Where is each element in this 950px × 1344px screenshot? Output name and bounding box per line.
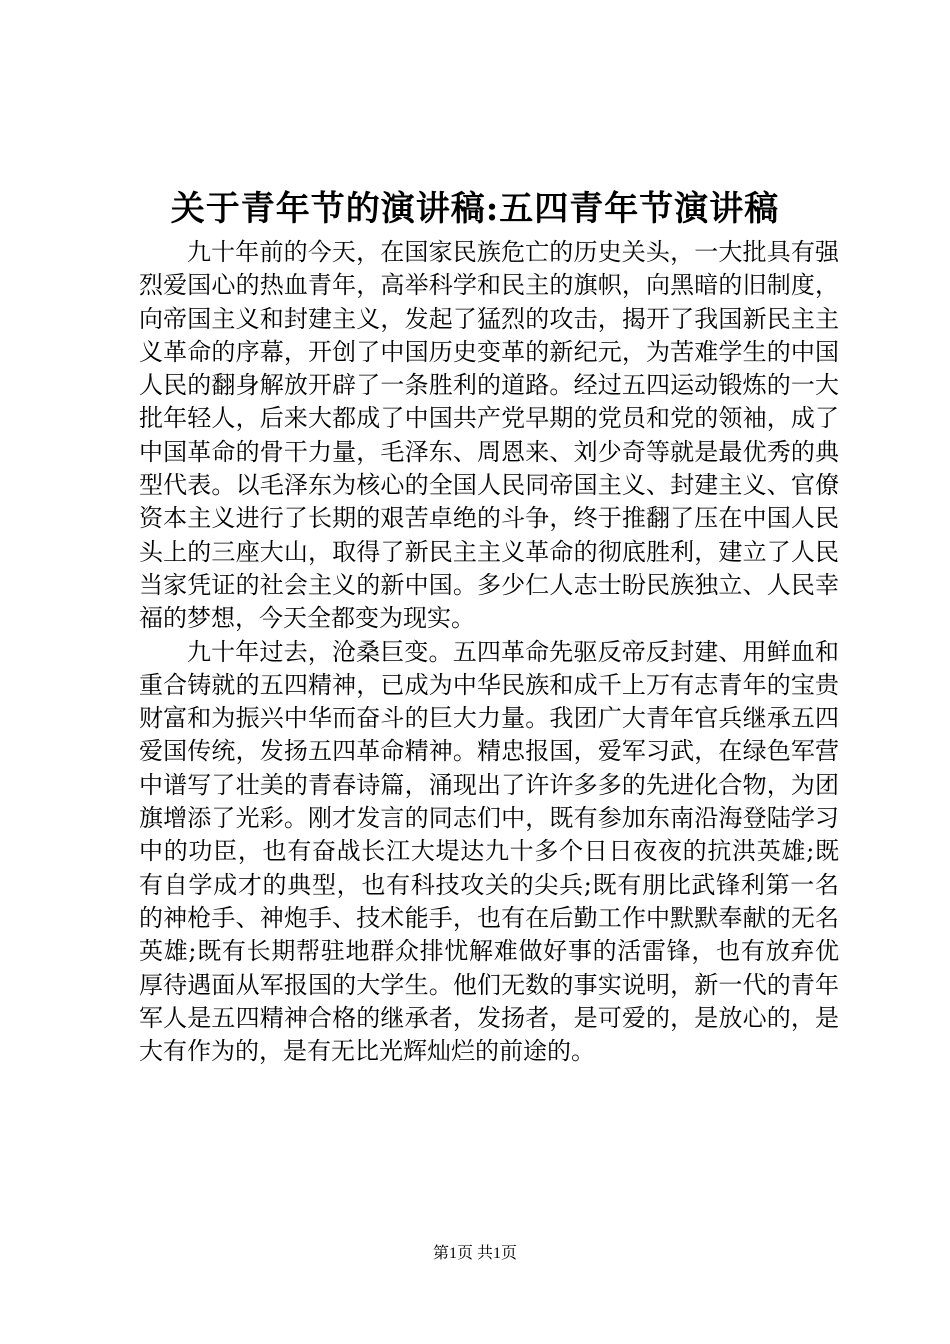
document-title: 关于青年节的演讲稿:五四青年节演讲稿	[170, 189, 780, 229]
document-body	[139, 236, 839, 1068]
body-paragraph-2: 九十年过去，沧桑巨变。五四革命先驱反帝反封建、用鲜血和重合铸就的五四精神，已成为中华民族和成千上万有志青年的宝贵财富和为振兴中华而奋斗的巨大力量。我团广大青年官兵继承五四爱国传统，发扬五四革命精神。精忠报国，爱军习武，在绿色军营中谱写了壮美的青春诗篇，涌现出了许许多多的先进化合物，为团旗增添了光彩。刚才发言的同志们中，既有参加东南沿海登陆学习中的功臣，也有奋战长江大堤达九十多个日日夜夜的抗洪英雄;既有自学成才的典型，也有科技攻关的尖兵;既有朋比武锋利第一名的神枪手、神炮手、技术能手，也有在后勤工作中默默奉献的无名英雄;既有长期帮驻地群众排忧解难做好事的活雷锋，也有放弃优厚待遇面从军报国的大学生。他们无数的事实说明，新一代的青年军人是五四精神合格的继承者，发扬者，是可爱的，是放心的，是大有作为的，是有无比光辉灿烂的前途的。	[139, 637, 839, 1066]
body-paragraph-1: 九十年前的今天，在国家民族危亡的历史关头，一大批具有强烈爱国心的热血青年，高举科学和民主的旗帜，向黑暗的旧制度，向帝国主义和封建主义，发起了猛烈的攻击，揭开了我国新民主主义革命的序幕，开创了中国历史变革的新纪元，为苦难学生的中国人民的翻身解放开辟了一条胜利的道路。经过五四运动锻炼的一大批年轻人，后来大都成了中国共产党早期的党员和党的领袖，成了中国革命的骨干力量，毛泽东、周恩来、刘少奇等就是最优秀的典型代表。以毛泽东为核心的全国人民同帝国主义、封建主义、官僚资本主义进行了长期的艰苦卓绝的斗争，终于推翻了压在中国人民头上的三座大山，取得了新民主主义革命的彻底胜利，建立了人民当家凭证的社会主义的新中国。多少仁人志士盼民族独立、人民幸福的梦想，今天全都变为现实。	[139, 238, 839, 633]
page-number-footer: 第1页 共1页	[432, 1245, 517, 1262]
